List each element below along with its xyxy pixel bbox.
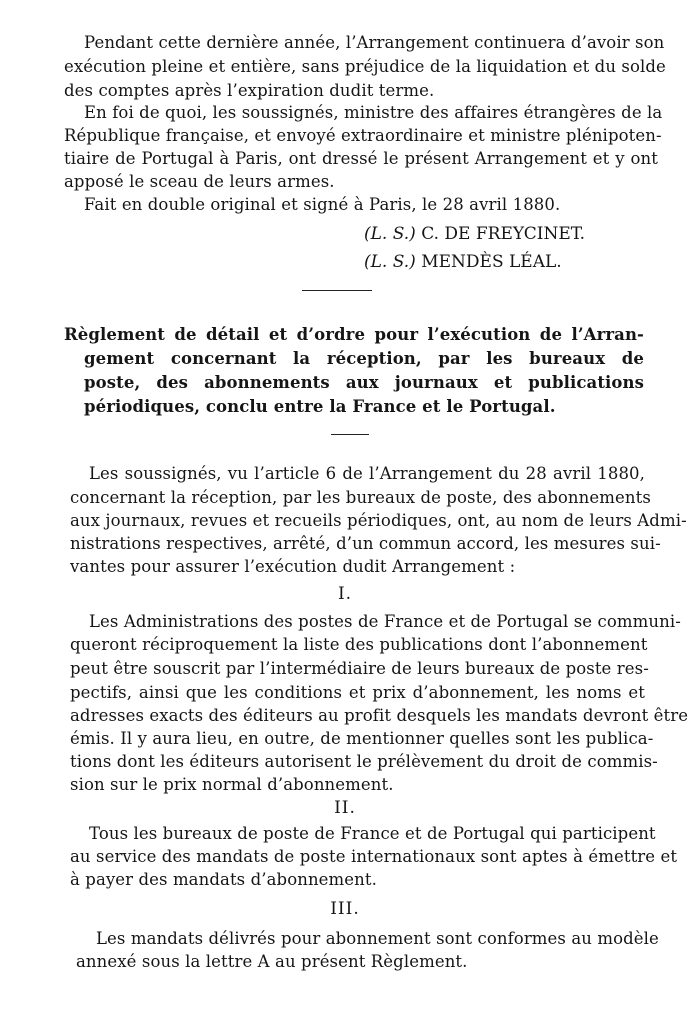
text-line: En foi de quoi, les soussignés, ministre des affaires étrangères de la [84, 103, 663, 122]
section-title-line: poste, des abonnements aux journaux et publications [84, 373, 644, 392]
text-line: tiaire de Portugal à Paris, ont dressé le présent Arrangement et y ont [64, 149, 658, 168]
text-line: Les Administrations des postes de France et de Portugal se communi- [89, 612, 681, 631]
text-line: apposé le sceau de leurs armes. [64, 172, 335, 191]
signatory-name: C. DE FREYCINET. [421, 224, 586, 244]
text-line: sion sur le prix normal d’abonnement. [70, 775, 394, 794]
title-divider [331, 434, 369, 435]
article-numeral: II. [334, 798, 356, 818]
signature-freycinet [364, 223, 585, 245]
section-title-line: Règlement de détail et d’ordre pour l’exécution de l’Arran- [64, 325, 644, 344]
section-divider [302, 290, 372, 291]
signature-mendes-leal [364, 251, 562, 273]
text-line: nistrations respectives, arrêté, d’un commun accord, les mesures sui- [70, 534, 661, 553]
text-line: tions dont les éditeurs autorisent le prélèvement du droit de commis- [70, 752, 658, 771]
text-line: peut être souscrit par l’intermédiaire de leurs bureaux de poste res- [70, 659, 649, 678]
seal-mark: (L. S.) [364, 224, 416, 244]
text-line: annexé sous la lettre A au présent Règlement. [76, 952, 468, 971]
text-line: aux journaux, revues et recueils périodiques, ont, au nom de leurs Admi- [70, 511, 687, 530]
seal-mark: (L. S.) [364, 252, 416, 272]
date-line: Fait en double original et signé à Paris, le 28 avril 1880. [84, 195, 561, 214]
text-line: Les soussignés, vu l’article 6 de l’Arrangement du 28 avril 1880, [89, 464, 645, 483]
text-line: à payer des mandats d’abonnement. [70, 870, 377, 889]
text-line: République française, et envoyé extraordinaire et ministre plénipoten- [64, 126, 662, 145]
text-line: émis. Il y aura lieu, en outre, de mentionner quelles sont les publica- [70, 729, 654, 748]
text-line: queront réciproquement la liste des publications dont l’abonnement [70, 635, 648, 654]
text-line: Les mandats délivrés pour abonnement sont conformes au modèle [96, 929, 659, 948]
text-line: pectifs, ainsi que les conditions et prix d’abonnement, les noms et [70, 683, 645, 702]
text-line: au service des mandats de poste internationaux sont aptes à émettre et [70, 847, 678, 866]
section-title-line: gement concernant la réception, par les bureaux de [84, 349, 644, 368]
text-line: exécution pleine et entière, sans préjudice de la liquidation et du solde [64, 57, 666, 76]
text-line: concernant la réception, par les bureaux de poste, des abonnements [70, 488, 651, 507]
text-line: adresses exacts des éditeurs au profit desquels les mandats devront être [70, 706, 689, 725]
text-line: Tous les bureaux de poste de France et de Portugal qui participent [89, 824, 656, 843]
text-line: vantes pour assurer l’exécution dudit Arrangement : [70, 557, 516, 576]
text-line: des comptes après l’expiration dudit terme. [64, 81, 435, 100]
signatory-name: MENDÈS LÉAL. [421, 252, 562, 272]
article-numeral: III. [330, 899, 360, 919]
section-title-line: périodiques, conclu entre la France et le Portugal. [84, 397, 556, 416]
text-line: Pendant cette dernière année, l’Arrangement continuera d’avoir son [84, 33, 665, 52]
article-numeral: I. [337, 584, 353, 604]
